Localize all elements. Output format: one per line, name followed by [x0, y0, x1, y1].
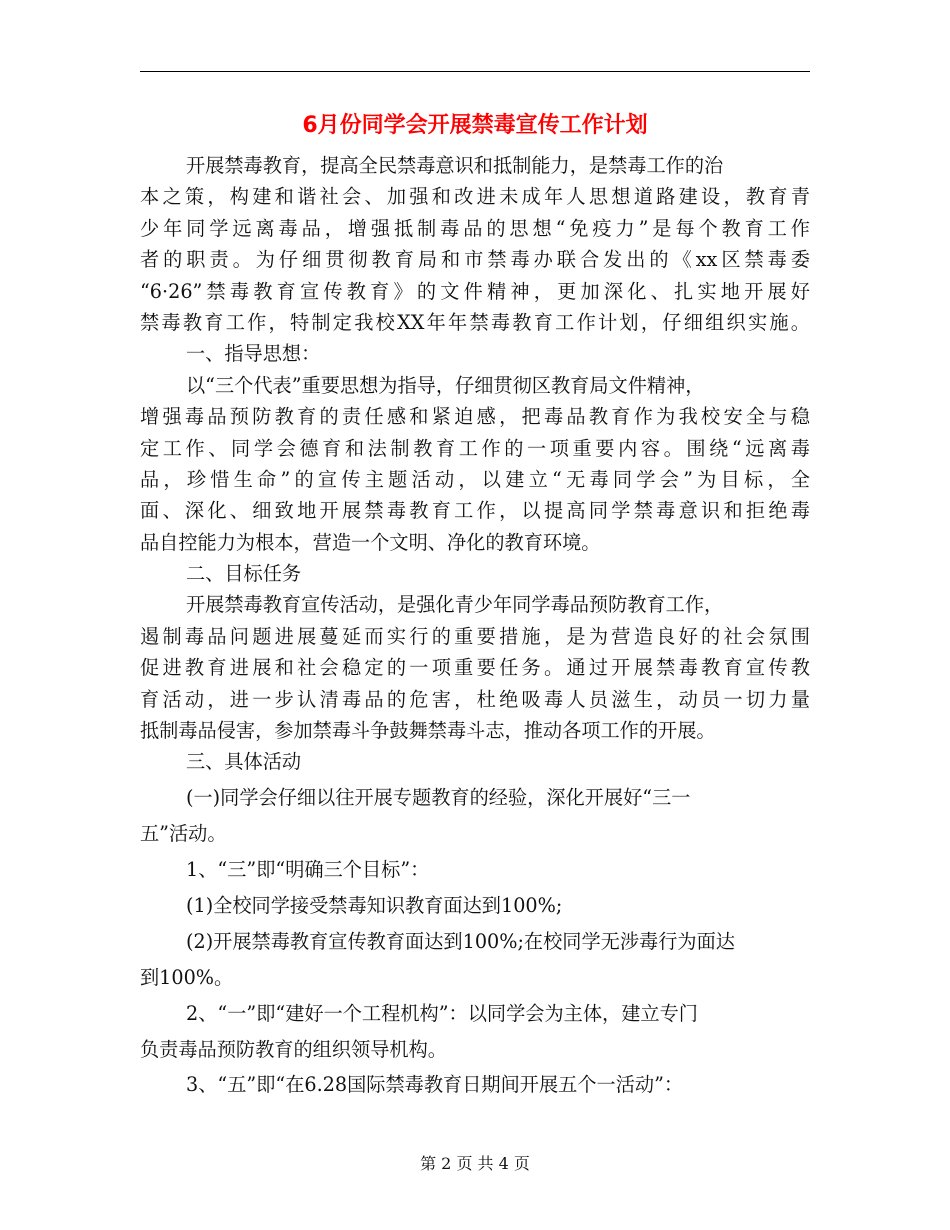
paragraph-line: 定工作、同学会德育和法制教育工作的一项重要内容。围绕“远离毒	[140, 436, 810, 460]
document-body	[140, 150, 810, 1101]
list-item: 到100%。	[140, 965, 234, 989]
list-item: (1)全校同学接受禁毒知识教育面达到100%;	[186, 893, 563, 917]
paragraph-line: “6·26”禁毒教育宣传教育》的文件精神，更加深化、扎实地开展好	[140, 279, 810, 303]
section-heading: 三、具体活动	[186, 750, 302, 774]
paragraph-line: (一)同学会仔细以往开展专题教育的经验，深化开展好“三一	[186, 786, 691, 810]
document-title: 6月份同学会开展禁毒宣传工作计划	[302, 113, 648, 138]
paragraph-line: 五”活动。	[140, 822, 227, 846]
list-item: 1、“三”即“明确三个目标”：	[186, 858, 430, 882]
paragraph-line: 者的职责。为仔细贯彻教育局和市禁毒办联合发出的《xx区禁毒委	[140, 248, 810, 272]
paragraph-line: 开展禁毒教育宣传活动，是强化青少年同学毒品预防教育工作，	[186, 593, 724, 617]
paragraph-line: 增强毒品预防教育的责任感和紧迫感，把毒品教育作为我校安全与稳	[140, 405, 810, 429]
paragraph-line: 品，珍惜生命”的宣传主题活动，以建立“无毒同学会”为目标，全	[140, 467, 810, 491]
paragraph-line: 育活动，进一步认清毒品的危害，杜绝吸毒人员滋生，动员一切力量	[140, 687, 810, 711]
paragraph-line: 禁毒教育工作，特制定我校XX年年禁毒教育工作计划，仔细组织实施。	[140, 310, 810, 334]
paragraph-line: 开展禁毒教育，提高全民禁毒意识和抵制能力，是禁毒工作的治	[186, 154, 724, 177]
header-rule	[140, 71, 810, 72]
paragraph-line: 面、深化、细致地开展禁毒教育工作，以提高同学禁毒意识和拒绝毒	[140, 499, 810, 523]
list-item: 负责毒品预防教育的组织领导机构。	[140, 1037, 447, 1061]
page-number: 第 2 页 共 4 页	[420, 1154, 530, 1173]
paragraph-line: 少年同学远离毒品，增强抵制毒品的思想“免疫力”是每个教育工作	[140, 216, 810, 240]
list-item: (2)开展禁毒教育宣传教育面达到100%;在校同学无涉毒行为面达	[186, 929, 735, 953]
section-heading: 一、指导思想：	[186, 342, 321, 366]
section-heading: 二、目标任务	[186, 562, 302, 586]
paragraph-line: 品自控能力为根本，营造一个文明、净化的教育环境。	[140, 530, 601, 554]
paragraph-line: 遏制毒品问题进展蔓延而实行的重要措施，是为营造良好的社会氛围	[140, 624, 810, 648]
paragraph-line: 以“三个代表”重要思想为指导，仔细贯彻区教育局文件精神，	[186, 373, 705, 397]
paragraph-line: 促进教育进展和社会稳定的一项重要任务。通过开展禁毒教育宣传教	[140, 656, 810, 680]
list-item: 3、“五”即“在6.28国际禁毒教育日期间开展五个一活动”：	[186, 1073, 684, 1097]
list-item: 2、“一”即“建好一个工程机构”：以同学会为主体，建立专门	[186, 1001, 698, 1025]
paragraph-line: 本之策，构建和谐社会、加强和改进未成年人思想道路建设，教育青	[140, 185, 810, 209]
paragraph-line: 抵制毒品侵害，参加禁毒斗争鼓舞禁毒斗志，推动各项工作的开展。	[140, 719, 716, 743]
